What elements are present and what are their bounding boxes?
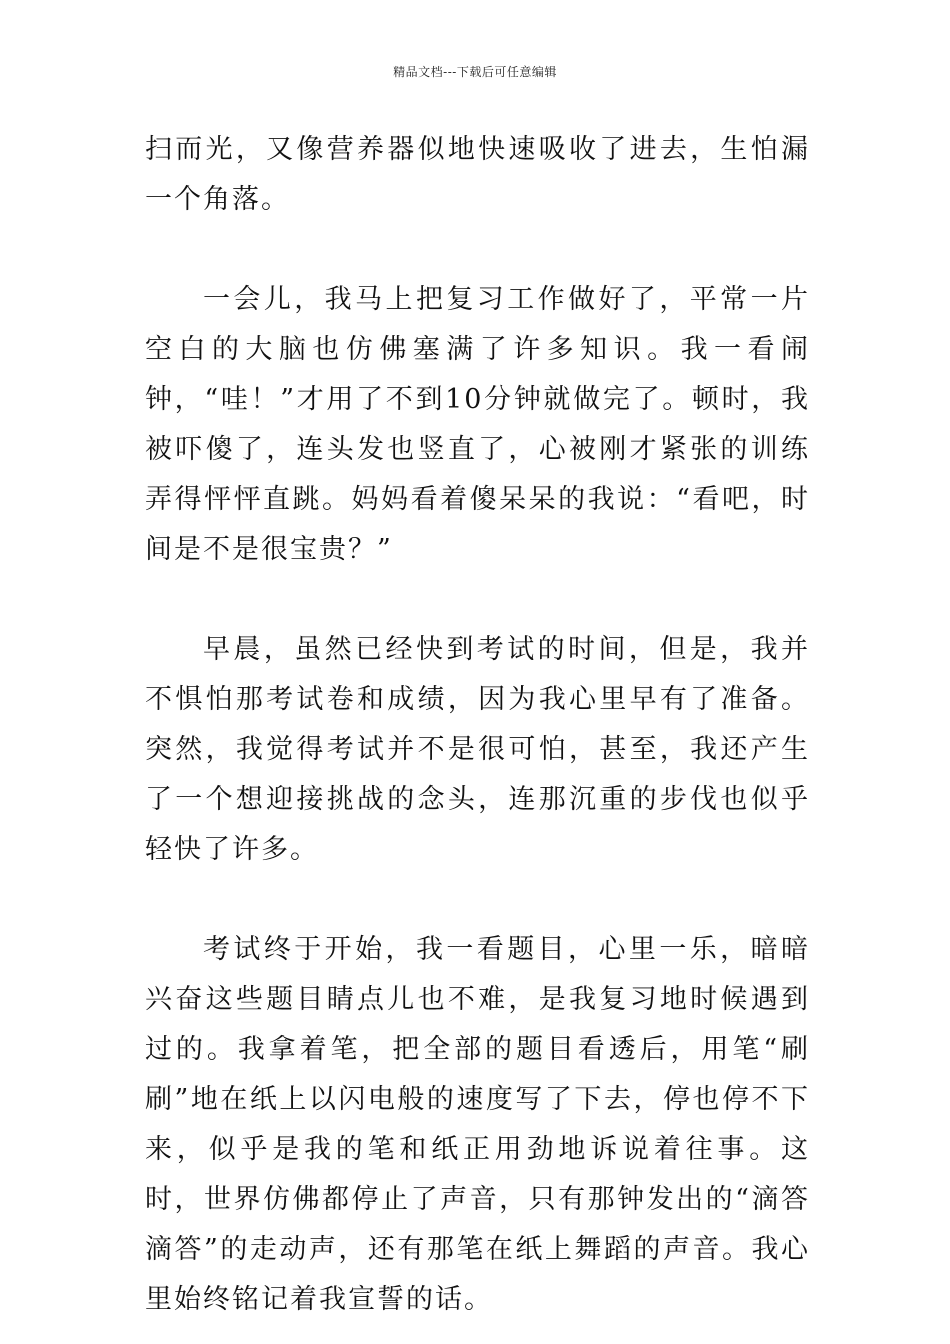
paragraph-1: 扫而光，又像营养器似地快速吸收了进去，生怕漏一个角落。 xyxy=(145,134,810,215)
paragraph-3: 早晨，虽然已经快到考试的时间，但是，我并不惧怕那考试卷和成绩，因为我心里早有了准备。突然，我觉得考试并不是很可怕，甚至，我还产生了一个想迎接挑战的念头，连那沉重的步伐也似乎轻快了许多。 xyxy=(145,634,810,865)
paragraph-4: 考试终于开始，我一看题目，心里一乐，暗暗兴奋这些题目睛点儿也不难，是我复习地时候遇到过的。我拿着笔，把全部的题目看透后，用笔“刷刷”地在纸上以闪电般的速度写了下去，停也停不下来，似乎是我的笔和纸正用劲地诉说着往事。这时，世界仿佛都停止了声音，只有那钟发出的“滴答滴答”的走动声，还有那笔在纸上舞蹈的声音。我心里始终铭记着我宣誓的话。 xyxy=(145,934,810,1315)
page-header: 精品文档---下载后可任意编辑 xyxy=(393,65,557,79)
document-body xyxy=(145,125,810,1325)
paragraph-2: 一会儿，我马上把复习工作做好了，平常一片空白的大脑也仿佛塞满了许多知识。我一看闹钟，“哇！”才用了不到10分钟就做完了。顿时，我被吓傻了，连头发也竖直了，心被刚才紧张的训练弄得怦怦直跳。妈妈看着傻呆呆的我说：“看吧，时间是不是很宝贵？” xyxy=(145,284,810,565)
